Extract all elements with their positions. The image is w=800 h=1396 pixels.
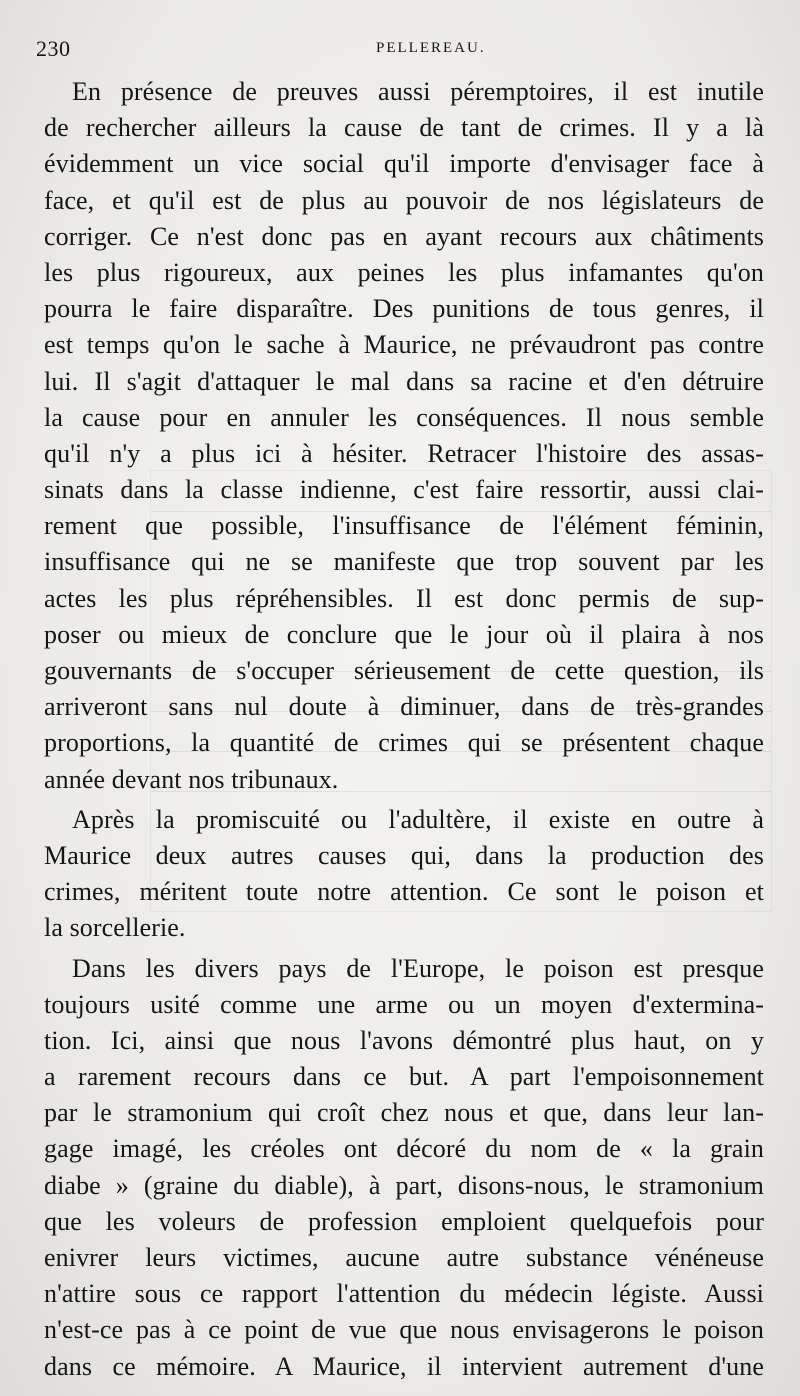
text-line: qu'il n'y a plus ici à hésiter. Retracer l'histoire des assas- [44, 438, 764, 468]
body-text [44, 74, 764, 1385]
text-line: est temps qu'on le sache à Maurice, ne prévaudront pas contre [44, 330, 764, 360]
text-line: que les voleurs de profession emploient quelquefois pour [44, 1206, 764, 1236]
paragraph [44, 951, 764, 1385]
text-line: enivrer leurs victimes, aucune autre substance vénéneuse [44, 1243, 764, 1272]
text-line: insuffisance qui ne se manifeste que trop souvent par les [44, 547, 764, 577]
text-line: actes les plus répréhensibles. Il est donc permis de sup- [44, 583, 764, 613]
text-line: diabe » (graine du diable), à part, disons-nous, le stramonium [44, 1170, 764, 1200]
text-line: sinats dans la classe indienne, c'est faire ressortir, aussi clai- [44, 475, 764, 505]
text-line: poser ou mieux de conclure que le jour où il plaira à nos [44, 619, 764, 649]
text-line: lui. Il s'agit d'attaquer le mal dans sa racine et d'en détruire [44, 366, 764, 396]
text-line: Dans les divers pays de l'Europe, le poison est presque [72, 953, 764, 983]
paragraph [44, 74, 764, 798]
text-line: proportions, la quantité de crimes qui se présentent chaque [44, 728, 764, 758]
text-line: gouvernants de s'occuper sérieusement de cette question, ils [44, 656, 764, 685]
text-line: tion. Ici, ainsi que nous l'avons démontré plus haut, on y [44, 1025, 764, 1055]
text-line: n'attire sous ce rapport l'attention du médecin légiste. Aussi [44, 1279, 764, 1309]
text-line: la sorcellerie. [44, 913, 186, 943]
text-line: n'est-ce pas à ce point de vue que nous envisagerons le poison [44, 1315, 764, 1345]
text-line: de rechercher ailleurs la cause de tant de crimes. Il y a là [44, 113, 764, 143]
page-number: 230 [36, 36, 71, 61]
text-line: Maurice deux autres causes qui, dans la production des [44, 840, 764, 870]
text-line: corriger. Ce n'est donc pas en ayant recours aux châtiments [44, 221, 764, 251]
text-line: toujours usité comme une arme ou un moyen d'extermina- [44, 989, 764, 1019]
text-line: a rarement recours dans ce but. A part l'empoisonnement [44, 1062, 764, 1092]
text-line: la cause pour en annuler les conséquences. Il nous semble [44, 402, 764, 432]
page-header [36, 36, 764, 62]
text-line: pourra le faire disparaître. Des punitions de tous genres, il [44, 294, 764, 324]
paragraph [44, 802, 764, 947]
running-head: PELLEREAU. [376, 40, 486, 56]
text-line: arriveront sans nul doute à diminuer, dans de très-grandes [44, 692, 764, 722]
text-line: Après la promiscuité ou l'adultère, il existe en outre à [72, 804, 764, 834]
text-line: dans ce mémoire. A Maurice, il intervient autrement d'une [44, 1351, 764, 1381]
text-line: rement que possible, l'insuffisance de l'élément féminin, [44, 511, 764, 541]
text-line: gage imagé, les créoles ont décoré du nom de « la grain [44, 1134, 764, 1164]
text-line: En présence de preuves aussi péremptoires, il est inutile [72, 77, 764, 106]
text-line: évidemment un vice social qu'il importe d'envisager face à [44, 149, 764, 179]
text-line: face, et qu'il est de plus au pouvoir de nos législateurs de [44, 185, 764, 215]
text-line: crimes, méritent toute notre attention. Ce sont le poison et [44, 877, 764, 907]
text-line: par le stramonium qui croît chez nous et que, dans leur lan- [44, 1098, 764, 1128]
text-line: les plus rigoureux, aux peines les plus infamantes qu'on [44, 257, 764, 287]
text-line: année devant nos tribunaux. [44, 764, 339, 794]
